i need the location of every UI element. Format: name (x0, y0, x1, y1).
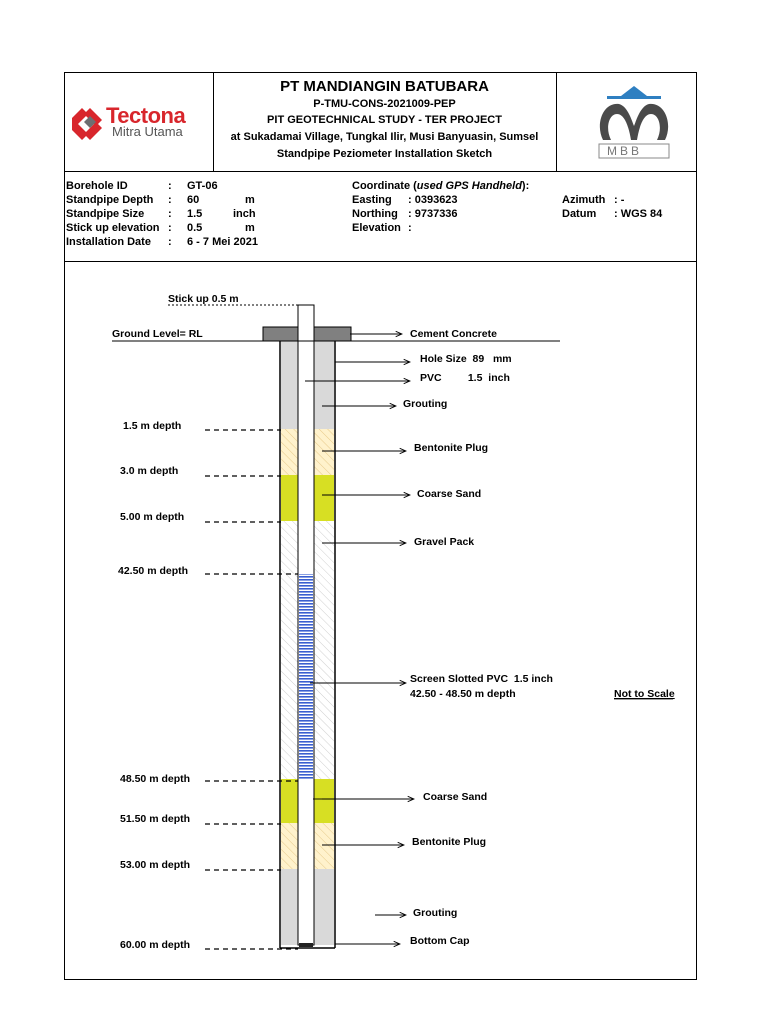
grout-top-left (281, 341, 298, 429)
stick-up-sep: : (168, 222, 172, 234)
datum-label: Datum (562, 208, 597, 220)
install-date-sep: : (168, 236, 172, 248)
doc-code: P-TMU-CONS-2021009-PEP (313, 98, 456, 110)
gravel-pack-right (314, 521, 334, 779)
callout-screen-2: 42.50 - 48.50 m depth (410, 688, 516, 700)
callout-bentonite-bottom: Bentonite Plug (412, 836, 487, 848)
logo-brand: Tectona (106, 103, 186, 128)
standpipe-depth-sep: : (168, 194, 172, 206)
callout-grouting-top: Grouting (403, 398, 448, 410)
not-to-scale: Not to Scale (614, 688, 675, 700)
standpipe-size-value: 1.5 (187, 208, 203, 220)
company-title: PT MANDIANGIN BATUBARA (280, 78, 489, 95)
callout-gravel: Gravel Pack (414, 536, 475, 548)
standpipe-depth-label: Standpipe Depth (66, 194, 154, 206)
coordinate-label: Coordinate (used GPS Handheld): (352, 180, 530, 192)
borehole-id-value: GT-06 (187, 180, 218, 192)
mbb-text: MBB (607, 144, 643, 158)
stick-up-caption: Stick up 0.5 m (168, 293, 239, 305)
callout-grouting-bottom: Grouting (413, 907, 458, 919)
callout-bentonite-top: Bentonite Plug (414, 442, 489, 454)
install-date-value: 6 - 7 Mei 2021 (187, 236, 258, 248)
grout-bottom-right (314, 869, 334, 945)
depth-label-3: 5.00 m depth (120, 511, 185, 523)
depth-label-5: 48.50 m depth (120, 773, 191, 785)
callout-bottom-cap: Bottom Cap (410, 935, 470, 947)
stick-up-value: 0.5 (187, 222, 203, 234)
northing-value: : 9737336 (408, 208, 458, 220)
depth-label-8: 60.00 m depth (120, 939, 191, 951)
easting-value: : 0393623 (408, 194, 458, 206)
easting-label: Easting (352, 194, 392, 206)
standpipe-size-label: Standpipe Size (66, 208, 145, 220)
borehole-id-sep: : (168, 180, 172, 192)
azimuth-label: Azimuth (562, 194, 606, 206)
depth-label-2: 3.0 m depth (120, 465, 179, 477)
standpipe-depth-value: 60 (187, 194, 200, 206)
callout-hole-size: Hole Size 89 mm (420, 353, 512, 365)
callout-screen-1: Screen Slotted PVC 1.5 inch (410, 673, 553, 685)
callout-pvc: PVC 1.5 inch (420, 372, 510, 384)
bottom-cap (299, 943, 313, 947)
azimuth-value: : - (614, 194, 625, 206)
sheet-title: Standpipe Peziometer Installation Sketch (276, 148, 493, 160)
borehole-id-label: Borehole ID (66, 180, 128, 192)
logo-sub: Mitra Utama (112, 124, 183, 139)
callout-cement: Cement Concrete (410, 328, 497, 340)
install-date-label: Installation Date (66, 236, 151, 248)
screen-slotted-pvc (299, 574, 313, 779)
grout-bottom-left (281, 869, 298, 945)
location: at Sukadamai Village, Tungkal Ilir, Musi Banyuasin, Sumsel (230, 131, 539, 143)
standpipe-size-sep: : (168, 208, 172, 220)
standpipe-size-unit: inch (233, 208, 256, 220)
coarse-sand-bottom-right (314, 779, 334, 823)
depth-label-1: 1.5 m depth (123, 420, 182, 432)
northing-label: Northing (352, 208, 398, 220)
stick-up-unit: m (245, 222, 255, 234)
depth-label-6: 51.50 m depth (120, 813, 191, 825)
standpipe-depth-unit: m (245, 194, 255, 206)
coarse-sand-bottom-left (281, 779, 298, 823)
project-title: PIT GEOTECHNICAL STUDY - TER PROJECT (267, 114, 502, 126)
coarse-sand-top-right (314, 475, 334, 521)
depth-label-4: 42.50 m depth (118, 565, 189, 577)
callout-coarse-bottom: Coarse Sand (423, 791, 488, 803)
datum-value: : WGS 84 (614, 208, 663, 220)
stick-up-label: Stick up elevation (66, 222, 160, 234)
callout-coarse-top: Coarse Sand (417, 488, 482, 500)
elevation-label: Elevation (352, 222, 401, 234)
grout-top-right (314, 341, 334, 429)
gravel-pack-left (281, 521, 298, 779)
ground-level-caption: Ground Level= RL (112, 328, 203, 340)
coarse-sand-top-left (281, 475, 298, 521)
elevation-value: : (408, 222, 412, 234)
depth-label-7: 53.00 m depth (120, 859, 191, 871)
